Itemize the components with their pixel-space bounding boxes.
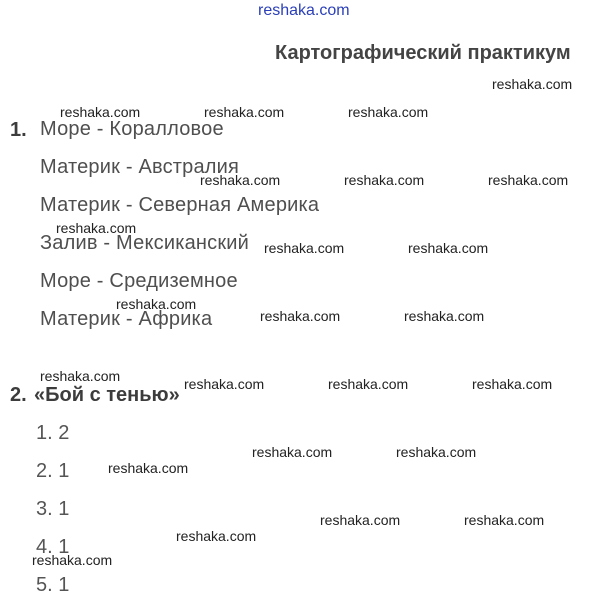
watermark: reshaka.com (200, 172, 281, 188)
answer-item: 1. 2 (36, 422, 70, 444)
watermark: reshaka.com (108, 460, 189, 476)
answer-item: 2. 1 (36, 460, 70, 482)
watermark: reshaka.com (60, 104, 141, 120)
list-item: Материк - Северная Америка (40, 194, 320, 216)
watermark: reshaka.com (404, 308, 485, 324)
watermark: reshaka.com (176, 528, 257, 544)
answer-item: 4. 1 (36, 536, 70, 558)
answer-item: 3. 1 (36, 498, 70, 520)
watermark: reshaka.com (328, 376, 409, 392)
list-item: Море - Средиземное (40, 270, 238, 292)
section-2-number: 2. (10, 384, 27, 406)
watermark: reshaka.com (264, 240, 345, 256)
watermark: reshaka.com (184, 376, 265, 392)
watermark: reshaka.com (396, 444, 477, 460)
page-title: Картографический практикум (275, 42, 571, 64)
site-link[interactable]: reshaka.com (258, 2, 350, 19)
watermark: reshaka.com (348, 104, 429, 120)
watermark: reshaka.com (32, 552, 113, 568)
watermark: reshaka.com (472, 376, 553, 392)
watermark: reshaka.com (464, 512, 545, 528)
list-item: Материк - Африка (40, 308, 213, 330)
watermark: reshaka.com (408, 240, 489, 256)
watermark: reshaka.com (320, 512, 401, 528)
list-item: Материк - Австралия (40, 156, 240, 178)
watermark: reshaka.com (204, 104, 285, 120)
watermark: reshaka.com (260, 308, 341, 324)
watermark: reshaka.com (488, 172, 569, 188)
watermark: reshaka.com (40, 368, 121, 384)
list-item: Залив - Мексиканский (40, 232, 250, 254)
answer-item: 5. 1 (36, 574, 70, 596)
section-1-number: 1. (10, 119, 27, 141)
watermark: reshaka.com (56, 220, 137, 236)
section-2-heading: «Бой с тенью» (34, 384, 180, 406)
list-item: Море - Коралловое (40, 118, 224, 140)
watermark: reshaka.com (252, 444, 333, 460)
watermark: reshaka.com (116, 296, 197, 312)
watermark: reshaka.com (344, 172, 425, 188)
watermark: reshaka.com (492, 76, 573, 92)
